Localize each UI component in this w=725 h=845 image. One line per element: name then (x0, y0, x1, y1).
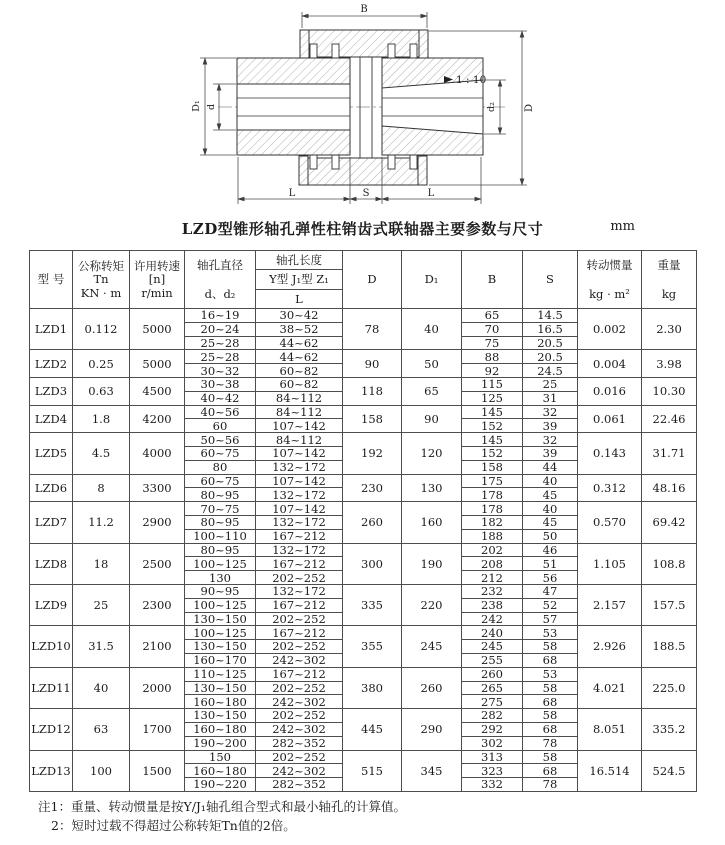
s-cell: 20.5 (523, 350, 578, 364)
title-row (0, 218, 725, 244)
header-line: 轴孔直径 (197, 258, 243, 273)
s-cell: 58 (523, 640, 578, 654)
col-header-b: B (462, 251, 523, 309)
table-row (30, 543, 697, 557)
bore-cell: 110~125 (185, 667, 256, 681)
table-row (30, 709, 697, 723)
b-cell: 152 (462, 446, 523, 460)
torque-cell: 25 (73, 584, 130, 625)
bore-cell: 130 (185, 571, 256, 585)
model-cell: LZD1 (30, 309, 73, 350)
length-cell: 84~112 (256, 405, 343, 419)
table-row (30, 750, 697, 764)
b-cell: 175 (462, 474, 523, 488)
b-cell: 260 (462, 667, 523, 681)
length-cell: 132~172 (256, 488, 343, 502)
length-cell: 202~252 (256, 571, 343, 585)
inertia-cell: 16.514 (578, 750, 642, 791)
torque-cell: 0.25 (73, 350, 130, 378)
inertia-cell: 0.004 (578, 350, 642, 378)
model-cell: LZD3 (30, 377, 73, 405)
weight-cell: 225.0 (642, 667, 697, 708)
dim-label-d1: D₁ (191, 100, 202, 112)
sleeve-top (300, 30, 428, 59)
header-line: [n] (148, 272, 166, 287)
s-cell: 31 (523, 391, 578, 405)
inertia-cell: 2.157 (578, 584, 642, 625)
bore-cell: 160~180 (185, 722, 256, 736)
header-line: kg (661, 286, 677, 301)
d1-cell: 120 (402, 433, 462, 474)
model-cell: LZD10 (30, 626, 73, 667)
col-header-inertia (578, 251, 642, 309)
b-cell: 158 (462, 460, 523, 474)
length-cell: 167~212 (256, 529, 343, 543)
middle-joint (360, 57, 372, 158)
length-cell: 202~252 (256, 612, 343, 626)
note-line-1: 注1：重量、转动惯量是按Y/J₁轴孔组合型式和最小轴孔的计算值。 (38, 798, 406, 814)
s-cell: 32 (523, 433, 578, 447)
d-cell: 230 (343, 474, 402, 502)
sleeve-bottom (299, 156, 427, 185)
weight-cell: 524.5 (642, 750, 697, 791)
weight-cell: 10.30 (642, 377, 697, 405)
bore-cell: 40~42 (185, 391, 256, 405)
bore-cell: 160~180 (185, 764, 256, 778)
b-cell: 282 (462, 709, 523, 723)
col-header-length (256, 251, 343, 309)
b-cell: 178 (462, 488, 523, 502)
s-cell: 24.5 (523, 364, 578, 378)
b-cell: 323 (462, 764, 523, 778)
torque-cell: 11.2 (73, 502, 130, 543)
bore-cell: 20~24 (185, 322, 256, 336)
bore-cell: 190~200 (185, 736, 256, 750)
bore-cell: 130~150 (185, 681, 256, 695)
b-cell: 245 (462, 640, 523, 654)
s-cell: 45 (523, 488, 578, 502)
torque-cell: 100 (73, 750, 130, 791)
d1-cell: 220 (402, 584, 462, 625)
table-row (30, 584, 697, 598)
b-cell: 238 (462, 598, 523, 612)
speed-cell: 4200 (130, 405, 185, 433)
length-cell: 242~302 (256, 764, 343, 778)
s-cell: 58 (523, 750, 578, 764)
d1-cell: 260 (402, 667, 462, 708)
b-cell: 275 (462, 695, 523, 709)
s-cell: 45 (523, 515, 578, 529)
b-cell: 208 (462, 557, 523, 571)
table-row (30, 474, 697, 488)
length-cell: 167~212 (256, 667, 343, 681)
table-row (30, 377, 697, 391)
model-cell: LZD13 (30, 750, 73, 791)
dim-label-l-right: L (427, 188, 435, 199)
model-cell: LZD9 (30, 584, 73, 625)
table-row (30, 350, 697, 364)
dim-label-d-outer: D (524, 103, 535, 113)
s-cell: 57 (523, 612, 578, 626)
length-cell: 202~252 (256, 640, 343, 654)
b-cell: 240 (462, 626, 523, 640)
d-cell: 90 (343, 350, 402, 378)
s-cell: 68 (523, 653, 578, 667)
length-cell: 107~142 (256, 502, 343, 516)
inertia-cell: 4.021 (578, 667, 642, 708)
table-row (30, 502, 697, 516)
torque-cell: 0.63 (73, 377, 130, 405)
length-cell: 84~112 (256, 391, 343, 405)
s-cell: 44 (523, 460, 578, 474)
b-cell: 302 (462, 736, 523, 750)
speed-cell: 1500 (130, 750, 185, 791)
bore-cell: 130~150 (185, 640, 256, 654)
bore-cell: 25~28 (185, 336, 256, 350)
bore-cell: 100~110 (185, 529, 256, 543)
length-cell: 242~302 (256, 653, 343, 667)
length-cell: 60~82 (256, 377, 343, 391)
b-cell: 255 (462, 653, 523, 667)
d-cell: 158 (343, 405, 402, 433)
inertia-cell: 0.570 (578, 502, 642, 543)
col-header-bore (185, 251, 256, 309)
header-line: d、d₂ (204, 286, 236, 301)
bore-cell: 70~75 (185, 502, 256, 516)
length-cell: 242~302 (256, 695, 343, 709)
length-cell: 38~52 (256, 322, 343, 336)
length-cell: 44~62 (256, 336, 343, 350)
bore-cell: 40~56 (185, 405, 256, 419)
bore-cell: 90~95 (185, 584, 256, 598)
length-cell: 242~302 (256, 722, 343, 736)
b-cell: 65 (462, 309, 523, 323)
b-cell: 332 (462, 778, 523, 792)
bore-cell: 25~28 (185, 350, 256, 364)
model-cell: LZD4 (30, 405, 73, 433)
bore-cell: 80 (185, 460, 256, 474)
d1-cell: 50 (402, 350, 462, 378)
weight-cell: 2.30 (642, 309, 697, 350)
b-cell: 92 (462, 364, 523, 378)
weight-cell: 3.98 (642, 350, 697, 378)
bore-cell: 16~19 (185, 309, 256, 323)
length-cell: 132~172 (256, 543, 343, 557)
s-cell: 78 (523, 736, 578, 750)
header-line: Tn (93, 272, 109, 287)
b-cell: 152 (462, 419, 523, 433)
col-header-model: 型 号 (30, 251, 73, 309)
bore-cell: 130~150 (185, 709, 256, 723)
header-line: 轴孔长度 (276, 253, 322, 268)
s-cell: 39 (523, 419, 578, 433)
length-cell: 84~112 (256, 433, 343, 447)
weight-cell: 22.46 (642, 405, 697, 433)
col-header-torque (73, 251, 130, 309)
inertia-cell: 1.105 (578, 543, 642, 584)
speed-cell: 3300 (130, 474, 185, 502)
s-cell: 32 (523, 405, 578, 419)
s-cell: 50 (523, 529, 578, 543)
d1-cell: 65 (402, 377, 462, 405)
header-line: 重量 (657, 258, 681, 273)
length-cell: 167~212 (256, 598, 343, 612)
speed-cell: 2300 (130, 584, 185, 625)
col-header-s: S (523, 251, 578, 309)
length-cell: 202~252 (256, 681, 343, 695)
bore-cell: 150 (185, 750, 256, 764)
weight-cell: 335.2 (642, 709, 697, 750)
b-cell: 115 (462, 377, 523, 391)
b-cell: 242 (462, 612, 523, 626)
table-row (30, 667, 697, 681)
s-cell: 68 (523, 695, 578, 709)
torque-cell: 63 (73, 709, 130, 750)
torque-cell: 18 (73, 543, 130, 584)
b-cell: 88 (462, 350, 523, 364)
speed-cell: 5000 (130, 309, 185, 350)
inertia-cell: 8.051 (578, 709, 642, 750)
b-cell: 292 (462, 722, 523, 736)
bore-cell: 160~180 (185, 695, 256, 709)
s-cell: 68 (523, 764, 578, 778)
length-cell: 132~172 (256, 515, 343, 529)
torque-cell: 31.5 (73, 626, 130, 667)
d1-cell: 190 (402, 543, 462, 584)
d1-cell: 345 (402, 750, 462, 791)
bore-cell: 190~220 (185, 778, 256, 792)
speed-cell: 5000 (130, 350, 185, 378)
notes (38, 797, 725, 836)
inertia-cell: 0.061 (578, 405, 642, 433)
speed-cell: 2100 (130, 626, 185, 667)
bore-cell: 100~125 (185, 598, 256, 612)
s-cell: 20.5 (523, 336, 578, 350)
s-cell: 78 (523, 778, 578, 792)
b-cell: 125 (462, 391, 523, 405)
d-cell: 335 (343, 584, 402, 625)
s-cell: 25 (523, 377, 578, 391)
table-body (30, 309, 697, 792)
dim-label-l-left: L (288, 188, 296, 199)
dim-label-d-bore: d (206, 103, 217, 111)
length-cell: 30~42 (256, 309, 343, 323)
s-cell: 40 (523, 474, 578, 488)
s-cell: 46 (523, 543, 578, 557)
bore-cell: 50~56 (185, 433, 256, 447)
s-cell: 52 (523, 598, 578, 612)
model-cell: LZD5 (30, 433, 73, 474)
header-line: L (256, 289, 342, 308)
header-line: 公称转矩 (78, 259, 124, 274)
length-cell: 107~142 (256, 446, 343, 460)
inertia-cell: 0.143 (578, 433, 642, 474)
model-cell: LZD2 (30, 350, 73, 378)
b-cell: 145 (462, 433, 523, 447)
d-cell: 355 (343, 626, 402, 667)
d1-cell: 90 (402, 405, 462, 433)
taper-label: 1 : 10 (456, 74, 487, 86)
weight-cell: 108.8 (642, 543, 697, 584)
header-line: 许用转速 (134, 259, 180, 274)
s-cell: 14.5 (523, 309, 578, 323)
length-cell: 132~172 (256, 460, 343, 474)
b-cell: 188 (462, 529, 523, 543)
speed-cell: 1700 (130, 709, 185, 750)
coupling-section-drawing (0, 0, 725, 216)
b-cell: 145 (462, 405, 523, 419)
model-cell: LZD11 (30, 667, 73, 708)
b-cell: 212 (462, 571, 523, 585)
table-row (30, 405, 697, 419)
table-row (30, 309, 697, 323)
inertia-cell: 0.002 (578, 309, 642, 350)
d-cell: 300 (343, 543, 402, 584)
hub-right (382, 58, 483, 155)
weight-cell: 157.5 (642, 584, 697, 625)
bore-cell: 60 (185, 419, 256, 433)
weight-cell: 31.71 (642, 433, 697, 474)
model-cell: LZD6 (30, 474, 73, 502)
bore-cell: 80~95 (185, 488, 256, 502)
speed-cell: 2500 (130, 543, 185, 584)
b-cell: 75 (462, 336, 523, 350)
header-line: r/min (141, 285, 173, 300)
bore-cell: 80~95 (185, 515, 256, 529)
length-cell: 132~172 (256, 584, 343, 598)
s-cell: 39 (523, 446, 578, 460)
bore-cell: 100~125 (185, 626, 256, 640)
s-cell: 56 (523, 571, 578, 585)
d1-cell: 130 (402, 474, 462, 502)
header-line: 转动惯量 (586, 258, 633, 273)
col-header-d1: D₁ (402, 251, 462, 309)
d-cell: 118 (343, 377, 402, 405)
dim-label-d2: d₂ (486, 102, 497, 112)
torque-cell: 0.112 (73, 309, 130, 350)
b-cell: 202 (462, 543, 523, 557)
col-header-speed (130, 251, 185, 309)
s-cell: 53 (523, 667, 578, 681)
torque-cell: 40 (73, 667, 130, 708)
note-line-2: 2：短时过载不得超过公称转矩Tn值的2倍。 (51, 818, 296, 834)
speed-cell: 2900 (130, 502, 185, 543)
table-header (30, 251, 697, 309)
s-cell: 47 (523, 584, 578, 598)
b-cell: 265 (462, 681, 523, 695)
weight-cell: 69.42 (642, 502, 697, 543)
b-cell: 313 (462, 750, 523, 764)
speed-cell: 2000 (130, 667, 185, 708)
header-line: kg · m² (589, 286, 630, 301)
weight-cell: 188.5 (642, 626, 697, 667)
d-cell: 192 (343, 433, 402, 474)
s-cell: 40 (523, 502, 578, 516)
bore-cell: 30~38 (185, 377, 256, 391)
coupling-drawing-svg (0, 0, 725, 216)
b-cell: 70 (462, 322, 523, 336)
length-cell: 282~352 (256, 778, 343, 792)
s-cell: 58 (523, 709, 578, 723)
torque-cell: 1.8 (73, 405, 130, 433)
dim-label-b: B (360, 4, 368, 15)
d1-cell: 160 (402, 502, 462, 543)
header-line: KN · m (80, 285, 122, 300)
col-header-weight (642, 251, 697, 309)
inertia-cell: 0.016 (578, 377, 642, 405)
hub-left (237, 58, 350, 155)
bore-cell: 60~75 (185, 474, 256, 488)
speed-cell: 4500 (130, 377, 185, 405)
bore-cell: 30~32 (185, 364, 256, 378)
header-line: Y型 J₁型 Z₁ (256, 269, 342, 288)
speed-cell: 4000 (130, 433, 185, 474)
torque-cell: 4.5 (73, 433, 130, 474)
d1-cell: 245 (402, 626, 462, 667)
bore-cell: 160~170 (185, 653, 256, 667)
bore-cell: 130~150 (185, 612, 256, 626)
table-row (30, 626, 697, 640)
length-cell: 107~142 (256, 419, 343, 433)
length-cell: 44~62 (256, 350, 343, 364)
bore-cell: 60~75 (185, 446, 256, 460)
header-row (30, 251, 697, 309)
d-cell: 380 (343, 667, 402, 708)
d-cell: 78 (343, 309, 402, 350)
d1-cell: 40 (402, 309, 462, 350)
table-row (30, 433, 697, 447)
d-cell: 515 (343, 750, 402, 791)
unit-label: mm (610, 219, 635, 234)
d-cell: 260 (343, 502, 402, 543)
b-cell: 178 (462, 502, 523, 516)
parameters-table (29, 250, 697, 792)
torque-cell: 8 (73, 474, 130, 502)
dim-label-s: S (362, 188, 370, 199)
length-cell: 107~142 (256, 474, 343, 488)
length-cell: 282~352 (256, 736, 343, 750)
page-title: LZD型锥形轴孔弹性柱销齿式联轴器主要参数与尺寸 (181, 220, 544, 238)
s-cell: 58 (523, 681, 578, 695)
d-cell: 445 (343, 709, 402, 750)
model-cell: LZD7 (30, 502, 73, 543)
length-cell: 167~212 (256, 626, 343, 640)
b-cell: 232 (462, 584, 523, 598)
model-cell: LZD12 (30, 709, 73, 750)
s-cell: 51 (523, 557, 578, 571)
weight-cell: 48.16 (642, 474, 697, 502)
inertia-cell: 2.926 (578, 626, 642, 667)
length-cell: 202~252 (256, 750, 343, 764)
bore-cell: 80~95 (185, 543, 256, 557)
s-cell: 16.5 (523, 322, 578, 336)
b-cell: 182 (462, 515, 523, 529)
col-header-d: D (343, 251, 402, 309)
bore-cell: 100~125 (185, 557, 256, 571)
s-cell: 53 (523, 626, 578, 640)
s-cell: 68 (523, 722, 578, 736)
length-cell: 60~82 (256, 364, 343, 378)
length-cell: 202~252 (256, 709, 343, 723)
d1-cell: 290 (402, 709, 462, 750)
length-cell: 167~212 (256, 557, 343, 571)
inertia-cell: 0.312 (578, 474, 642, 502)
model-cell: LZD8 (30, 543, 73, 584)
